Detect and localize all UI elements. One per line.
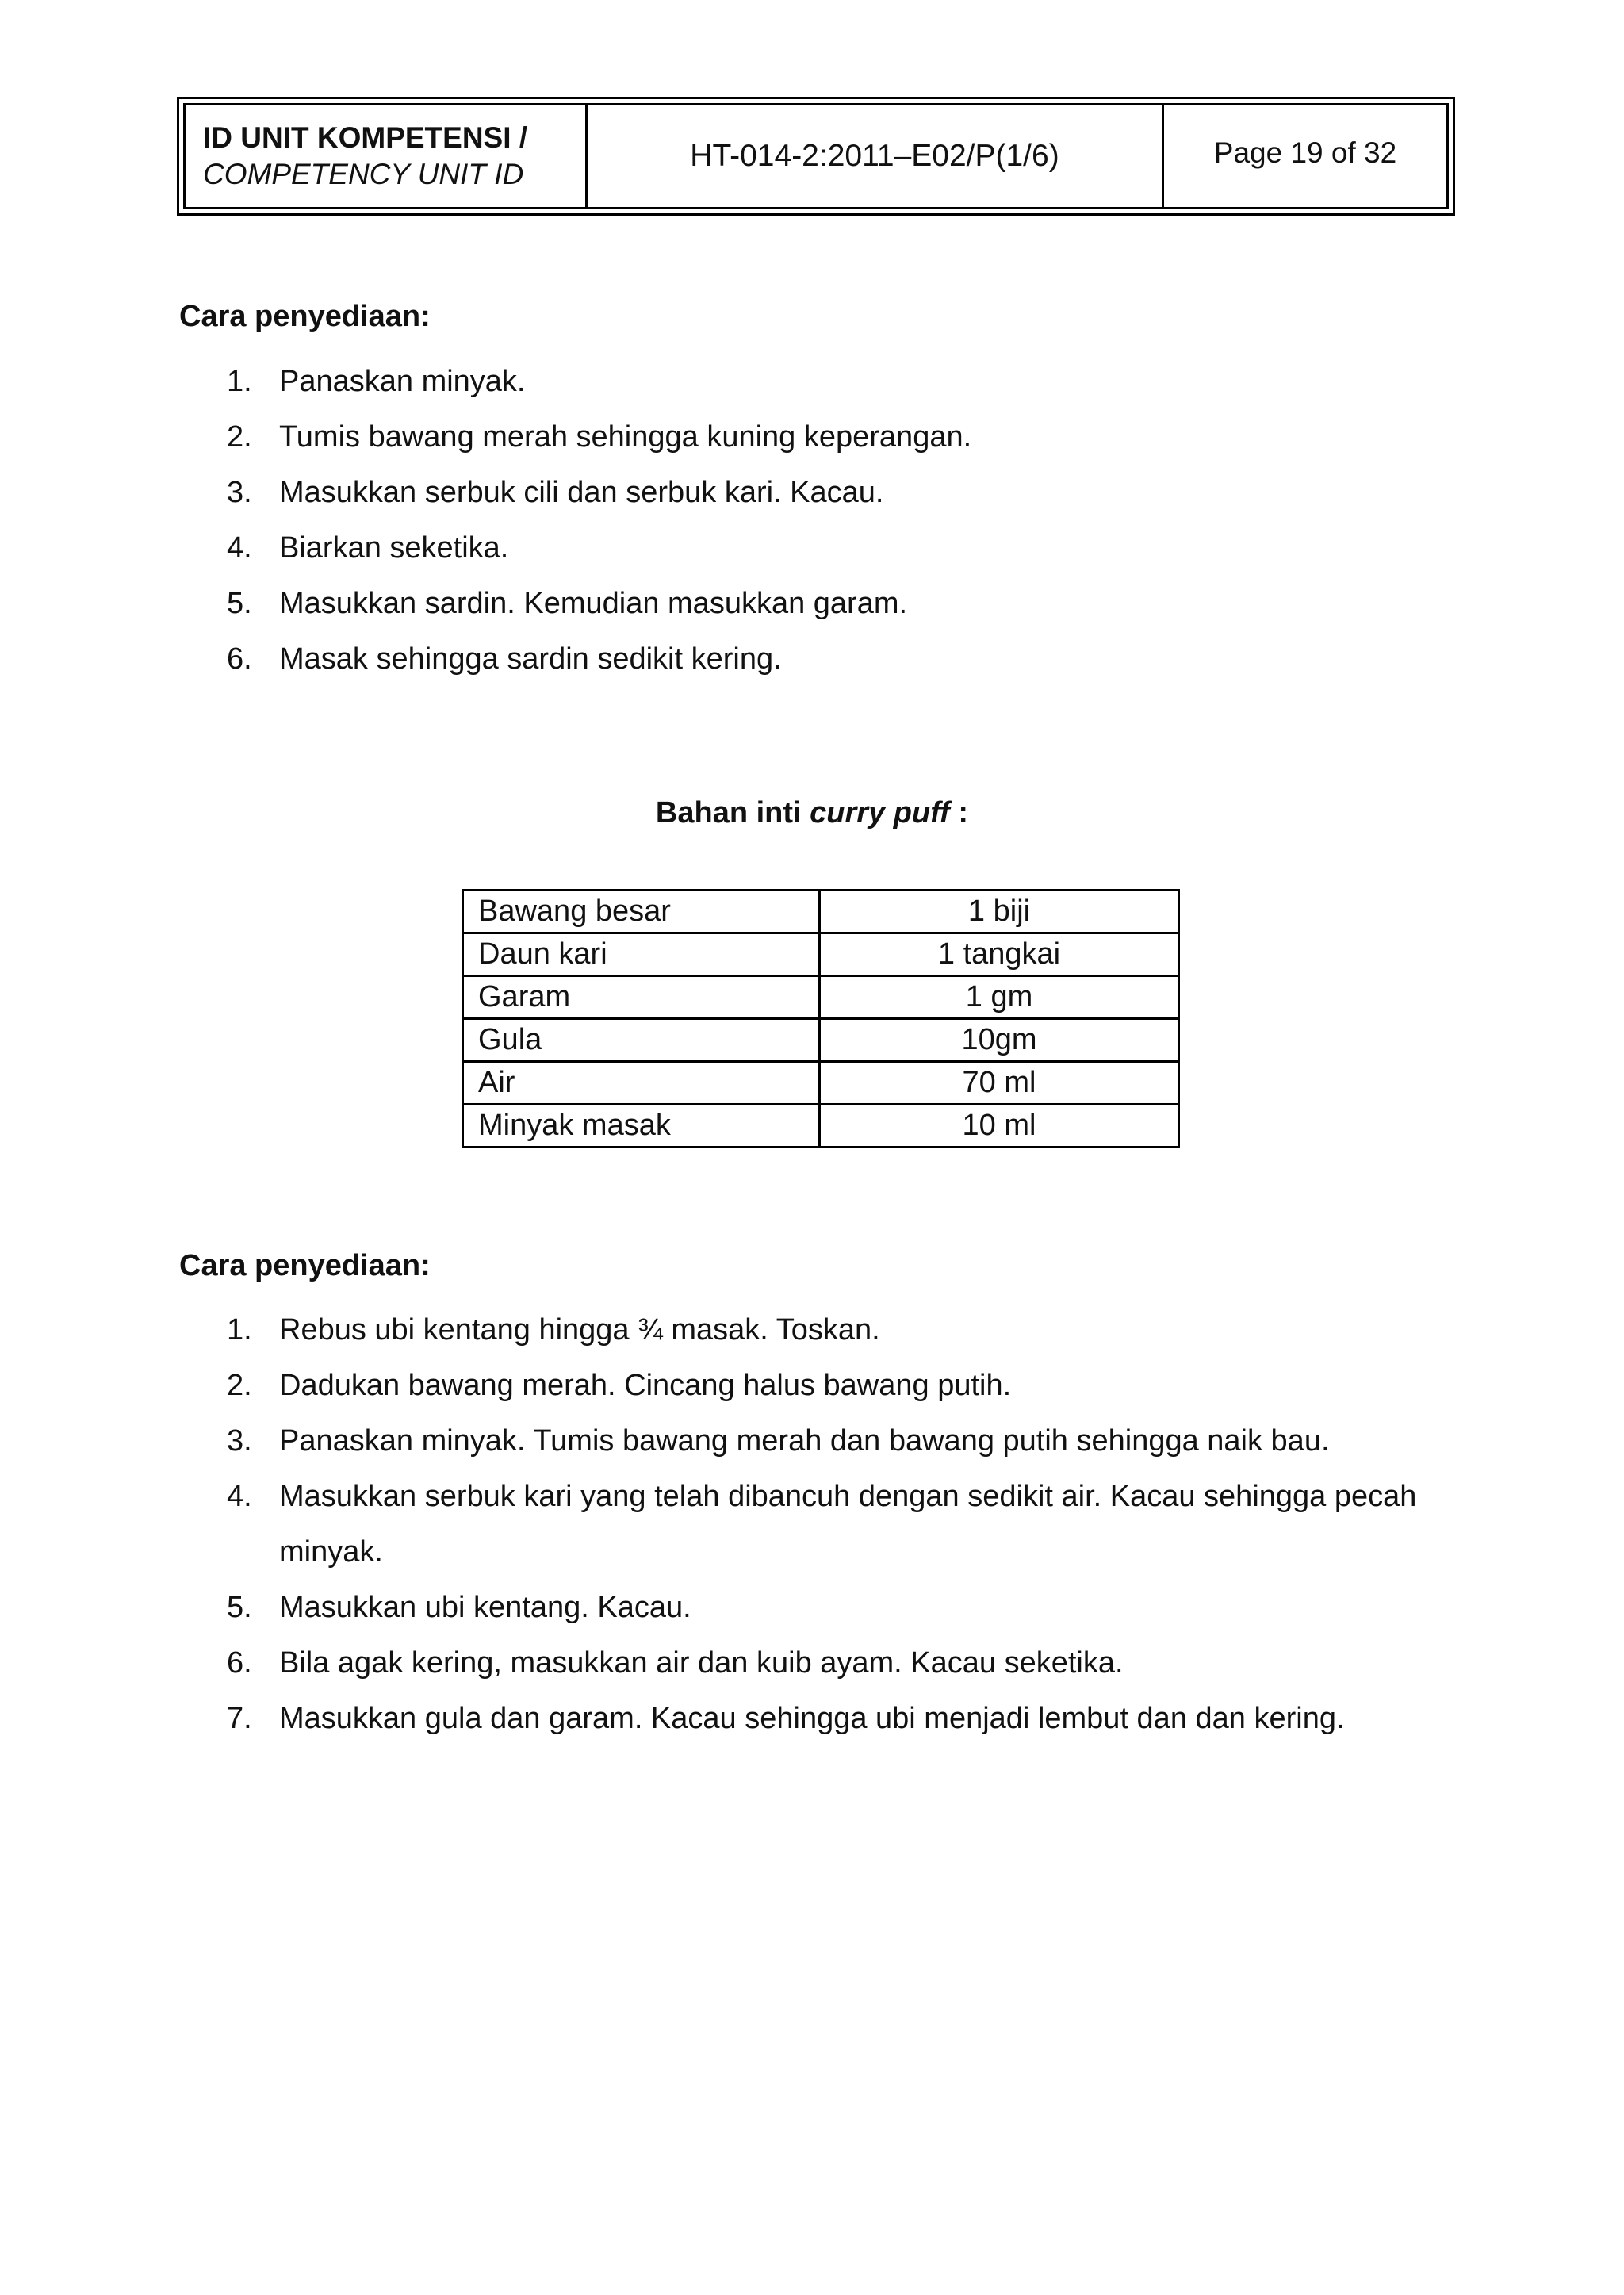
header-table <box>183 103 1449 209</box>
step-number: 5. <box>227 587 252 620</box>
list-item <box>179 631 1464 687</box>
step-number: 1. <box>227 365 252 398</box>
unit-code: HT-014-2:2011–E02/P(1/6) <box>690 139 1059 173</box>
step-number: 6. <box>227 1646 252 1680</box>
unit-id-label: ID UNIT KOMPETENSI / <box>203 121 528 154</box>
ingredients-title-suffix: : <box>958 796 969 829</box>
step-number: 2. <box>227 1369 252 1402</box>
list-item <box>179 354 1464 409</box>
ingredient-amount: 10gm <box>820 1019 1179 1062</box>
step-text: Tumis bawang merah sehingga kuning keperangan. <box>279 420 972 454</box>
list-item <box>179 1691 1464 1746</box>
ingredient-name: Air <box>463 1062 820 1105</box>
list-item <box>179 1580 1464 1635</box>
list-item <box>179 465 1464 520</box>
step-text: Dadukan bawang merah. Cincang halus bawang putih. <box>279 1369 1012 1402</box>
list-item <box>179 1302 1464 1358</box>
step-text: Masukkan sardin. Kemudian masukkan garam. <box>279 587 908 620</box>
list-item <box>179 1635 1464 1691</box>
list-item <box>179 1358 1464 1413</box>
table-row <box>463 891 1179 933</box>
ingredient-name: Bawang besar <box>463 891 820 933</box>
ingredient-name: Daun kari <box>463 933 820 976</box>
ingredient-name: Gula <box>463 1019 820 1062</box>
unit-code-cell <box>585 105 1162 207</box>
list-item <box>179 520 1464 576</box>
step-text: Masukkan ubi kentang. Kacau. <box>279 1591 691 1624</box>
ingredients-table <box>462 889 1180 1148</box>
section-heading-preparation-1: Cara penyediaan: <box>179 300 431 333</box>
step-text: Bila agak kering, masukkan air dan kuib ayam. Kacau seketika. <box>279 1646 1124 1680</box>
preparation-steps-2 <box>179 1302 1464 1746</box>
ingredients-title-italic: curry puff <box>810 796 950 829</box>
step-text: Masukkan serbuk cili dan serbuk kari. Kacau. <box>279 476 884 509</box>
step-number: 6. <box>227 642 252 676</box>
step-text: Panaskan minyak. <box>279 365 526 398</box>
ingredient-amount: 1 gm <box>820 976 1179 1019</box>
page-number: Page 19 of 32 <box>1213 136 1397 169</box>
table-row <box>463 976 1179 1019</box>
ingredient-name: Minyak masak <box>463 1105 820 1148</box>
ingredient-amount: 1 tangkai <box>820 933 1179 976</box>
preparation-steps-1 <box>179 354 1464 687</box>
step-number: 5. <box>227 1591 252 1624</box>
section-heading-preparation-2: Cara penyediaan: <box>179 1249 431 1282</box>
step-number: 7. <box>227 1702 252 1735</box>
step-text: Masak sehingga sardin sedikit kering. <box>279 642 782 676</box>
step-number: 3. <box>227 476 252 509</box>
table-row <box>463 1105 1179 1148</box>
table-row <box>463 933 1179 976</box>
competency-unit-id-label: COMPETENCY UNIT ID <box>203 158 524 190</box>
document-header <box>177 97 1455 216</box>
list-item <box>179 409 1464 465</box>
step-number: 4. <box>227 1480 252 1513</box>
unit-id-label-cell <box>186 105 585 207</box>
ingredient-amount: 1 biji <box>820 891 1179 933</box>
step-number: 2. <box>227 420 252 454</box>
list-item <box>179 1413 1464 1469</box>
ingredient-amount: 10 ml <box>820 1105 1179 1148</box>
table-row <box>463 1062 1179 1105</box>
list-item <box>179 576 1464 631</box>
step-text: Panaskan minyak. Tumis bawang merah dan bawang putih sehingga naik bau. <box>279 1424 1330 1458</box>
step-text: Rebus ubi kentang hingga ¾ masak. Toskan. <box>279 1313 880 1347</box>
page-number-cell <box>1162 105 1446 207</box>
step-number: 4. <box>227 531 252 565</box>
step-text: Masukkan gula dan garam. Kacau sehingga ubi menjadi lembut dan dan kering. <box>279 1702 1345 1735</box>
table-row <box>463 1019 1179 1062</box>
step-text: Biarkan seketika. <box>279 531 509 565</box>
step-text: Masukkan serbuk kari yang telah dibancuh dengan sedikit air. Kacau sehingga pecah minyak. <box>279 1480 1417 1569</box>
step-number: 3. <box>227 1424 252 1458</box>
ingredients-title <box>0 796 1624 830</box>
ingredient-name: Garam <box>463 976 820 1019</box>
ingredient-amount: 70 ml <box>820 1062 1179 1105</box>
list-item <box>179 1469 1464 1580</box>
ingredients-title-prefix: Bahan inti <box>655 796 802 829</box>
step-number: 1. <box>227 1313 252 1347</box>
